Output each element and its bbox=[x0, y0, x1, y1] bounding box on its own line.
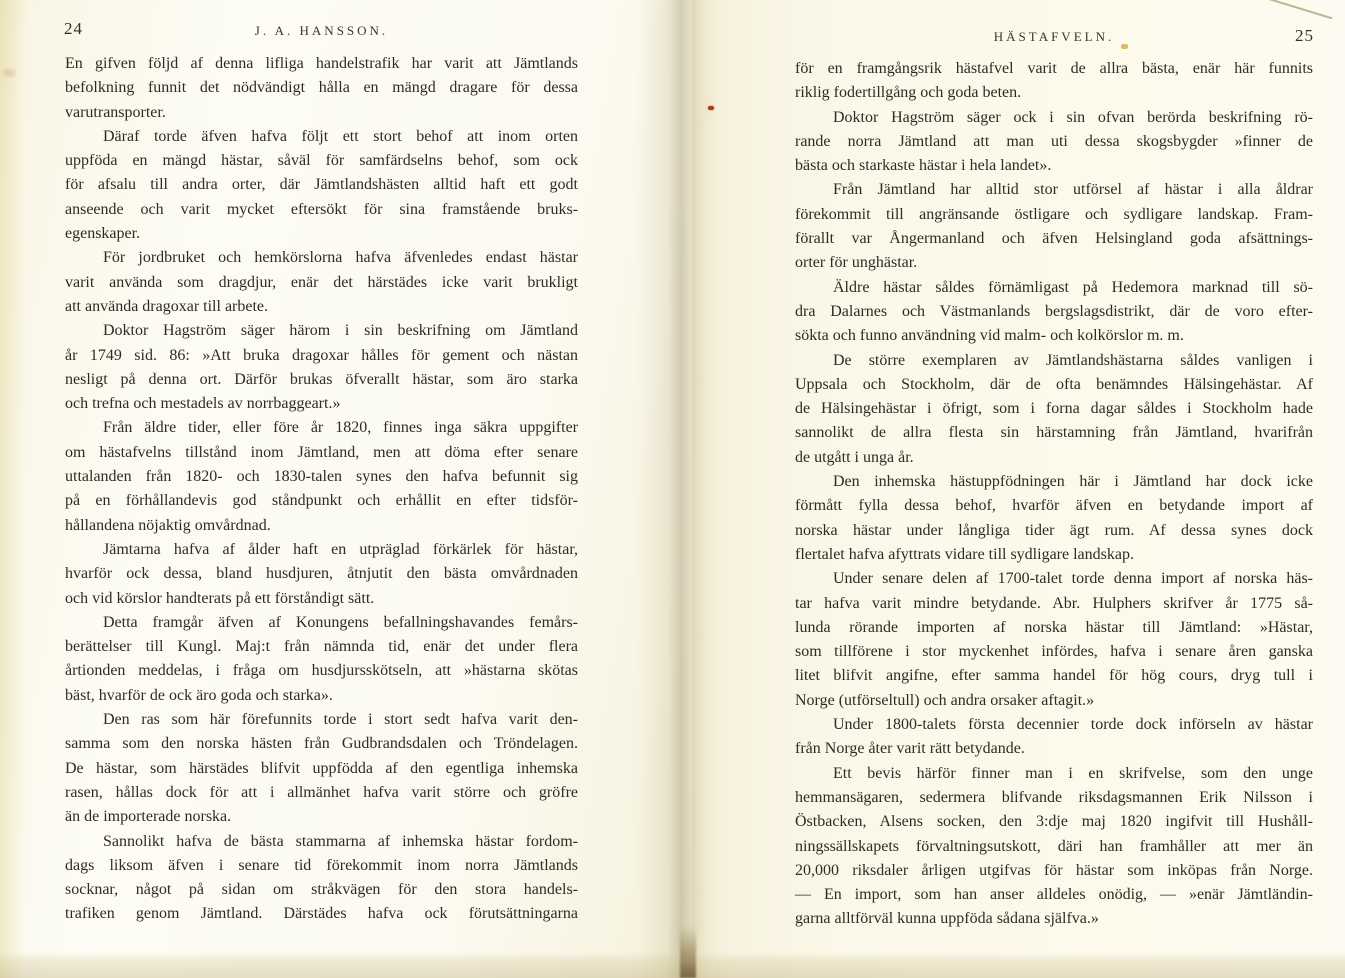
red-ink-speck bbox=[708, 106, 714, 110]
text-line: sökta och funno användning vid malm- och kolkörslor m. m. bbox=[795, 327, 1184, 345]
text-line: för afsalu till andra orter, där Jämtlandshästen alltid haft ett godt bbox=[65, 176, 578, 194]
text-line: dags liksom äfven i senare tid förekommit inom norra Jämtlands bbox=[65, 856, 578, 874]
text-line: anseende och varit mycket eftersökt för sina framstående bruks- bbox=[65, 200, 578, 218]
text-line: Norge (utförseltull) och andra orsaker aftagit.» bbox=[795, 691, 1095, 709]
text-line: En gifven följd af denna lifliga handelstrafik har varit att Jämtlands bbox=[65, 55, 578, 72]
text-line: Jämtarna hafva af ålder haft en utpräglad förkärlek för hästar, bbox=[103, 540, 578, 558]
text-line: uppföda en mängd hästar, såväl för samfärdselns behof, som ock bbox=[65, 152, 578, 170]
bottom-page-edge bbox=[0, 952, 1345, 978]
text-line: De större exemplaren av Jämtlandshästarna såldes vanligen i bbox=[833, 351, 1313, 369]
text-line: Under senare delen af 1700-talet torde denna import af norska häs- bbox=[833, 570, 1313, 588]
text-line: Doktor Hagström säger härom i sin beskrifning om Jämtland bbox=[103, 322, 578, 340]
text-line: Däraf torde äfven hafva följt ett stort behof att inom orten bbox=[103, 127, 578, 145]
text-line: de utgått i unga år. bbox=[795, 448, 914, 466]
text-line: rande norra Jämtland att man uti dessa skogsbygder »finner de bbox=[795, 132, 1313, 150]
text-line: förallt var Ångermanland och äfven Helsingland goda afsättnings- bbox=[795, 230, 1313, 248]
text-line: — En import, som han anser alldeles onödig, — »enär Jämtländin- bbox=[795, 886, 1313, 904]
text-line: samma som den norska hästen från Gudbrandsdalen och Tröndelagen. bbox=[65, 735, 578, 753]
text-line: rasen, hållas dock för att i allmänhet hafva varit större och gröfre bbox=[65, 783, 578, 801]
text-line: litet blifvit angifne, efter samma handel för hög cours, dryg tull i bbox=[795, 667, 1313, 685]
text-line: de Hälsingehästar i öfrigt, som i forna dagar såldes i Stockholm hade bbox=[795, 400, 1313, 418]
text-line: uttalanden från 1820- och 1830-talen synes den hafva befunnit sig bbox=[65, 468, 578, 486]
text-line: För jordbruket och hemkörslorna hafva äfvenledes endast hästar bbox=[103, 249, 578, 267]
text-line: egenskaper. bbox=[65, 225, 141, 243]
text-line: varutransporter. bbox=[65, 103, 166, 121]
text-line: förmått fylla dessa behof, hvarför äfven en betydande import af bbox=[795, 497, 1313, 515]
faint-smudge bbox=[2, 68, 16, 78]
text-line: år 1749 sid. 86: »Att bruka dragoxar hålles för gement och nästan bbox=[65, 346, 578, 364]
text-line: tar hafva varit mindre betydande. Abr. Hulphers skrifver år 1775 så- bbox=[795, 594, 1313, 612]
text-line: Sannolikt hafva de bästa stammarna af inhemska hästar fordom- bbox=[103, 832, 578, 850]
text-line: Äldre hästar såldes förnämligast på Hedemora marknad till sö- bbox=[833, 278, 1313, 296]
text-line: varit använda som dragdjur, enär det härstädes icke varit brukligt bbox=[65, 273, 578, 291]
text-line: flertalet hafva afyttrats vidare till sydligare landskap. bbox=[795, 545, 1134, 563]
text-line: Uppsala och Stockholm, där de ofta benämndes Hälsingehästar. Af bbox=[795, 375, 1313, 393]
text-line: förekommit till angränsande östligare och sydligare landskap. Fram- bbox=[795, 205, 1313, 223]
text-line: på en förhållandevis god ståndpunkt och erhållit en efter tidsför- bbox=[65, 492, 578, 510]
text-line: hvarför ock dessa, bland husdjuren, åtnjutit den bästa omvårdnaden bbox=[65, 565, 578, 583]
right-running-header: HÄSTAFVELN. bbox=[993, 29, 1115, 44]
text-line: riklig fodertillgång och goda beten. bbox=[795, 84, 1022, 102]
text-line: Ett bevis härför finner man i en skrifvelse, som den unge bbox=[833, 764, 1313, 782]
text-line: garna alltförväl kunna uppföda sådana själfva.» bbox=[795, 910, 1099, 928]
left-running-header: J. A. HANSSON. bbox=[254, 23, 389, 38]
text-line: att använda dragoxar till arbete. bbox=[65, 297, 269, 315]
text-line: 20,000 riksdaler årligen utgifvas för hästar som inköpas från Norge. bbox=[795, 861, 1313, 879]
text-line: sannolikt de allra flesta sin härstamning från Jämtland, hvarifrån bbox=[795, 424, 1313, 442]
right-page-text bbox=[795, 57, 1313, 932]
text-line: hållandena nöjaktig omvårdnad. bbox=[65, 516, 271, 534]
text-line: Östbacken, Alsens socken, den 3:dje maj 1820 ingifvit till Hushåll- bbox=[795, 813, 1313, 831]
text-line: Den inhemska hästuppfödningen här i Jämtland har dock icke bbox=[833, 473, 1313, 491]
text-line: befolkning funnit det nödvändigt hålla en mängd dragare för dessa bbox=[65, 79, 578, 97]
page-gutter-shadow bbox=[636, 0, 714, 978]
text-line: trafiken genom Jämtland. Därstädes hafva ock förutsättningarna bbox=[65, 905, 578, 923]
left-paper-edge bbox=[0, 0, 26, 978]
text-line: Från Jämtland har alltid stor utförsel af hästar i alla åldrar bbox=[833, 181, 1313, 199]
text-line: socknar, något på sidan om stråkvägen för den stora handels- bbox=[65, 881, 578, 899]
text-line: Detta framgår äfven af Konungens befallningshavandes femårs- bbox=[103, 613, 578, 631]
text-line: som tillförene i stor myckenhet infördes, hafva i senare åren ganska bbox=[795, 643, 1313, 661]
left-page-text bbox=[65, 52, 578, 927]
text-line: Den ras som här förefunnits torde i stort sedt hafva varit den- bbox=[103, 711, 578, 729]
text-line: för en framgångsrik hästafvel varit de allra bästa, enär här funnits bbox=[795, 60, 1313, 77]
text-line: dra Dalarnes och Västmanlands bergslagsdistrikt, där de voro efter- bbox=[795, 302, 1313, 320]
text-line: ningssällskapets förvaltningsutskott, däri han framhåller att mer än bbox=[795, 837, 1313, 855]
text-line: årtionden meddelas, i fråga om husdjursskötseln, att »hästarna skötas bbox=[65, 662, 578, 680]
text-line: orter för unghästar. bbox=[795, 254, 918, 272]
text-line: bästa och starkaste hästar i hela landet». bbox=[795, 157, 1052, 175]
text-line: berättelser till Kungl. Maj:t från nämnda tid, enär det under flera bbox=[65, 638, 578, 656]
text-line: om hästafvelns tillstånd inom Jämtland, men att döma efter senare bbox=[65, 443, 578, 461]
text-line: De hästar, som härstädes blifvit uppfödda af den egentliga inhemska bbox=[65, 759, 578, 777]
text-line: och trefna och mestadels av norrbaggeart.» bbox=[65, 395, 341, 413]
text-line: Doktor Hagström säger ock i sin ofvan berörda beskrifning rö- bbox=[833, 108, 1313, 126]
text-line: lunda rörande importen af norska hästar till Jämtland: »Hästar, bbox=[795, 618, 1313, 636]
text-line: Från äldre tider, eller före år 1820, finnes inga säkra uppgifter bbox=[103, 419, 578, 437]
text-line: Under 1800-talets första decennier torde dock införseln av hästar bbox=[833, 716, 1313, 734]
text-line: än de importerade norska. bbox=[65, 808, 232, 826]
text-line: bäst, hvarför de ock äro goda och starka». bbox=[65, 686, 333, 704]
text-line: och vid körslor handterats på ett förståndigt sätt. bbox=[65, 589, 375, 607]
text-line: nesligt på denna ort. Därför brukas öfverallt hästar, som äro starka bbox=[65, 370, 578, 388]
left-page-number: 24 bbox=[64, 19, 83, 38]
text-line: hemmansägaren, sedermera blifvande riksdagsmannen Erik Nilsson i bbox=[795, 788, 1313, 806]
text-line: norska hästar under långliga tider ägt rum. Af dessa synes dock bbox=[795, 521, 1313, 539]
right-page-number: 25 bbox=[1295, 26, 1314, 45]
text-line: från Norge åter varit rätt betydande. bbox=[795, 740, 1025, 758]
